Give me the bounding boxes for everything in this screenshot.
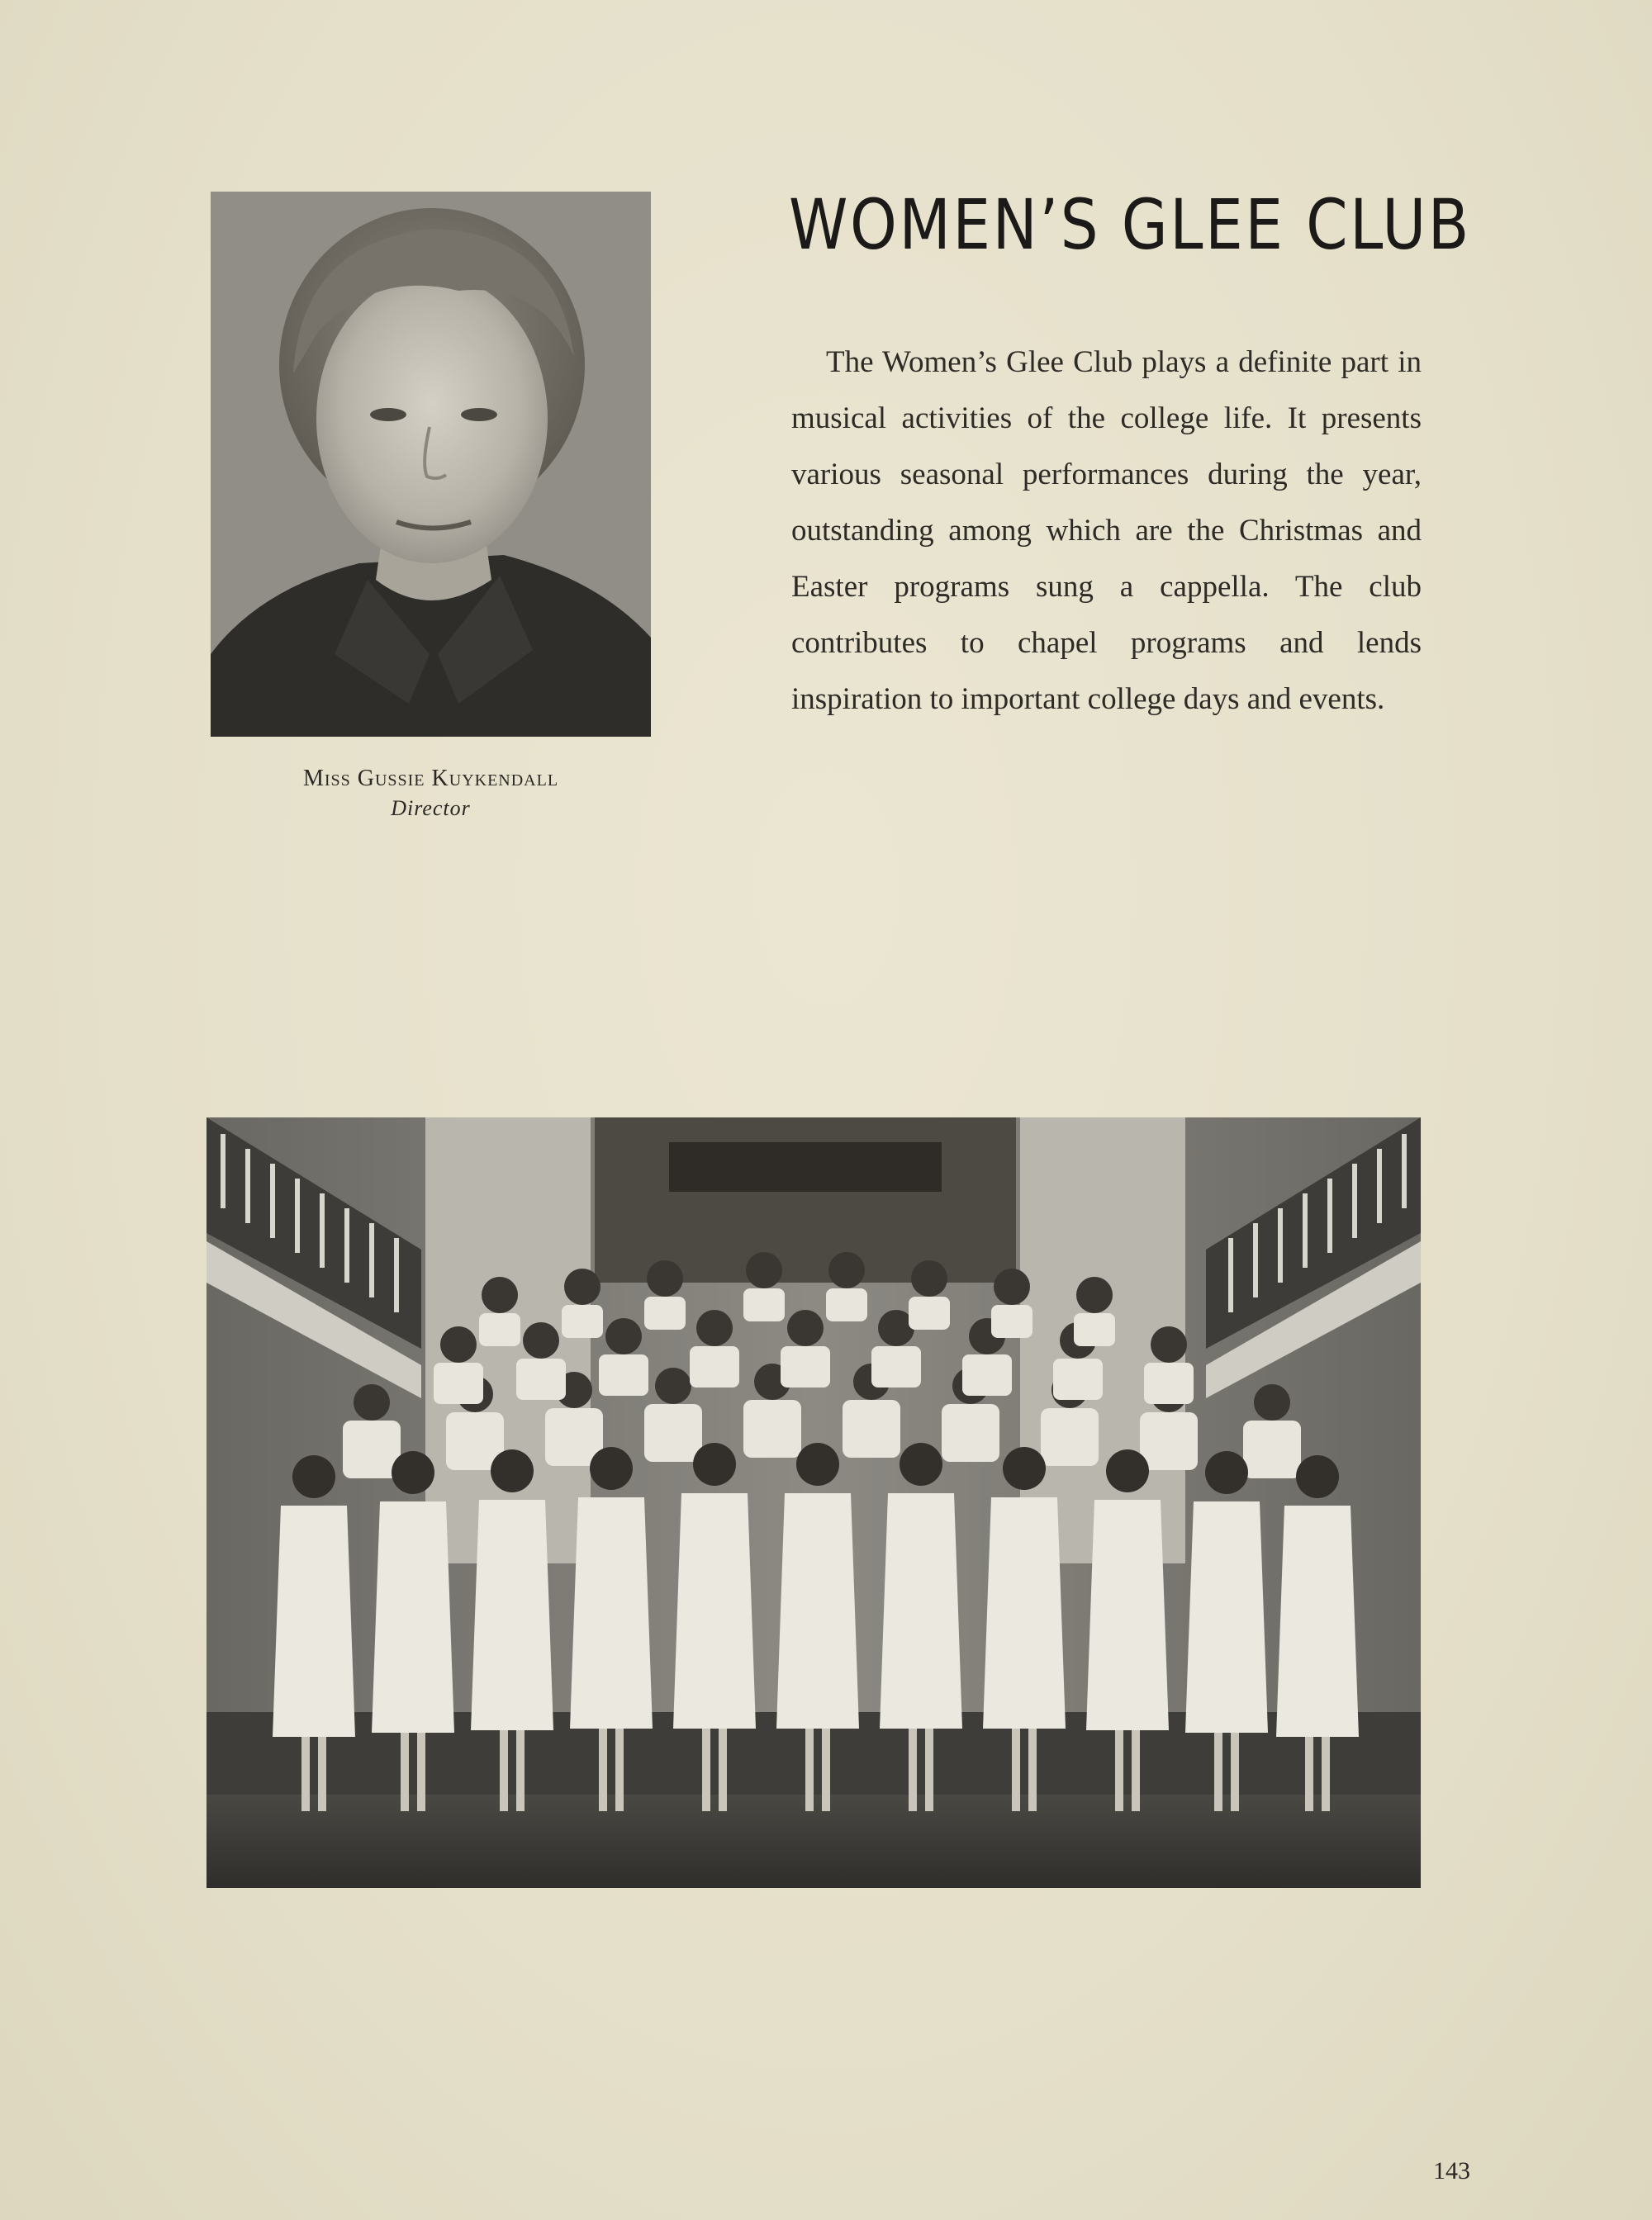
director-caption (211, 764, 651, 823)
description-paragraph: The Women’s Glee Club plays a definite part in musical activities of the college life. It presents various seasonal performances during the year, outstanding among which are the Christmas and Easter programs sung a cappella. The club contributes to chapel programs and lends inspiration to important college days and events. (791, 345, 1422, 716)
director-name: Miss Gussie Kuykendall (302, 766, 559, 791)
director-role: Director (391, 796, 471, 820)
page-number: 143 (1433, 2157, 1470, 2184)
director-portrait-photo (211, 192, 651, 737)
page-title: WOMEN’S GLEE CLUB (789, 184, 1471, 265)
glee-club-group-photo (206, 1117, 1421, 1888)
